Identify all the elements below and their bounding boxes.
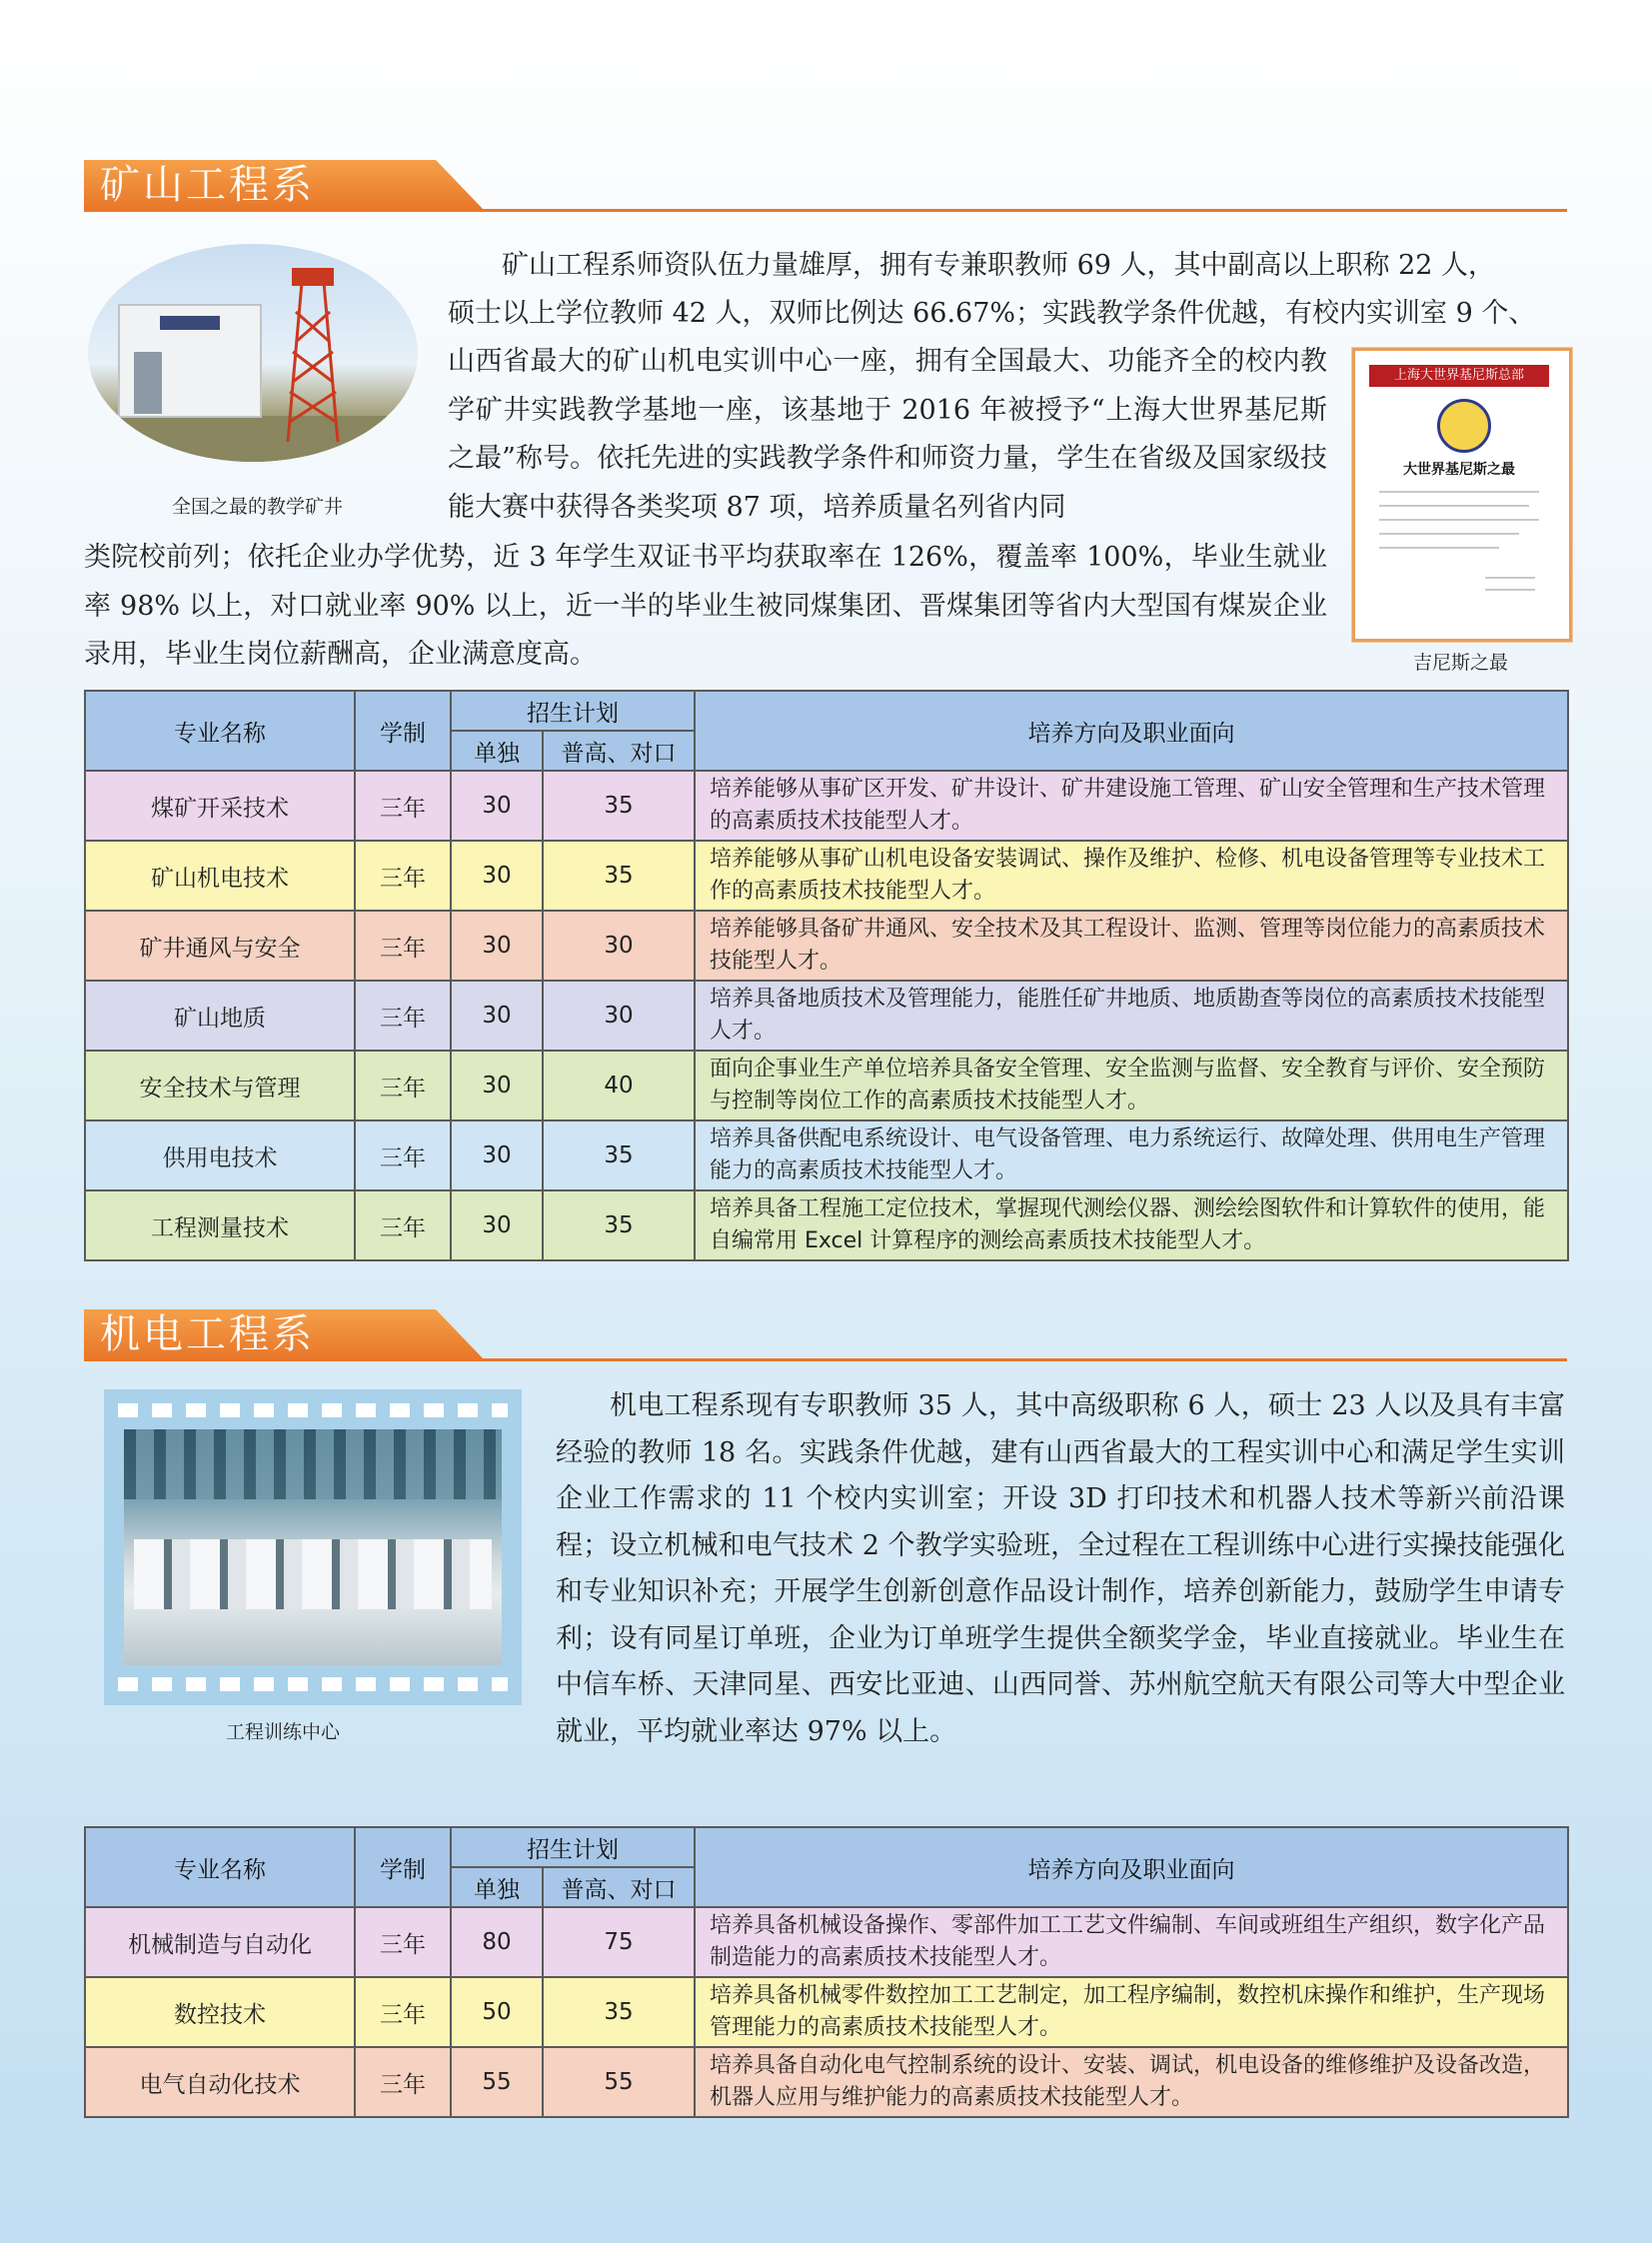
plan-single: 30	[451, 911, 543, 981]
header-plan: 招生计划	[451, 691, 695, 731]
table-row	[85, 1051, 1568, 1121]
plan-general: 30	[543, 981, 695, 1051]
header-single: 单独	[451, 1867, 543, 1907]
certificate-title: 大世界基尼斯之最	[1403, 462, 1515, 478]
plan-general: 75	[543, 1907, 695, 1977]
plan-general: 55	[543, 2047, 695, 2117]
plan-single: 55	[451, 2047, 543, 2117]
mechatronics-program-table	[84, 1826, 1569, 2118]
direction: 培养具备供配电系统设计、电气设备管理、电力系统运行、故障处理、供用电生产管理能力的高素质技术技能型人才。	[695, 1121, 1568, 1190]
major-name: 矿山机电技术	[85, 841, 355, 911]
photo-caption: 全国之最的教学矿井	[172, 496, 344, 518]
direction: 培养能够具备矿井通风、安全技术及其工程设计、监测、管理等岗位能力的高素质技术技能型人才。	[695, 911, 1568, 981]
duration: 三年	[355, 1977, 451, 2047]
certificate-header: 上海大世界基尼斯总部	[1369, 365, 1549, 387]
duration: 三年	[355, 981, 451, 1051]
header-duration: 学制	[355, 1827, 451, 1907]
direction: 培养能够从事矿区开发、矿井设计、矿井建设施工管理、矿山安全管理和生产技术管理的高素质技术技能型人才。	[695, 771, 1568, 841]
header-plan: 招生计划	[451, 1827, 695, 1867]
direction: 培养具备工程施工定位技术，掌握现代测绘仪器、测绘绘图软件和计算软件的使用，能自编常用 Excel 计算程序的测绘高素质技术技能型人才。	[695, 1190, 1568, 1260]
plan-single: 50	[451, 1977, 543, 2047]
plan-general: 35	[543, 841, 695, 911]
plan-general: 30	[543, 911, 695, 981]
direction: 面向企事业生产单位培养具备安全管理、安全监测与监督、安全教育与评价、安全预防与控制等岗位工作的高素质技术技能型人才。	[695, 1051, 1568, 1121]
mining-program-table	[84, 690, 1569, 1261]
major-name: 安全技术与管理	[85, 1051, 355, 1121]
header-single: 单独	[451, 731, 543, 771]
table-row	[85, 981, 1568, 1051]
duration: 三年	[355, 1051, 451, 1121]
duration: 三年	[355, 841, 451, 911]
section-rule	[84, 1358, 1567, 1361]
plan-single: 30	[451, 981, 543, 1051]
major-name: 煤矿开采技术	[85, 771, 355, 841]
plan-general: 35	[543, 1977, 695, 2047]
plan-single: 30	[451, 771, 543, 841]
table-row	[85, 841, 1568, 911]
training-center-photo	[104, 1389, 522, 1705]
section-paragraph-part1: 矿山工程系师资队伍力量雄厚，拥有专兼职教师 69 人，其中副高以上职称 22 人，	[502, 250, 1496, 281]
duration: 三年	[355, 1907, 451, 1977]
table-row	[85, 1977, 1568, 2047]
header-major: 专业名称	[85, 691, 355, 771]
direction: 培养具备机械零件数控加工工艺制定，加工程序编制，数控机床操作和维护，生产现场管理能力的高素质技术技能型人才。	[695, 1977, 1568, 2047]
direction: 培养具备地质技术及管理能力，能胜任矿井地质、地质勘查等岗位的高素质技术技能型人才。	[695, 981, 1568, 1051]
direction: 培养具备自动化电气控制系统的设计、安装、调试，机电设备的维修维护及设备改造，机器人应用与维护能力的高素质技术技能型人才。	[695, 2047, 1568, 2117]
plan-single: 30	[451, 1190, 543, 1260]
plan-single: 80	[451, 1907, 543, 1977]
header-general: 普高、对口	[543, 1867, 695, 1907]
duration: 三年	[355, 911, 451, 981]
plan-single: 30	[451, 1051, 543, 1121]
duration: 三年	[355, 771, 451, 841]
certificate-caption: 吉尼斯之最	[1413, 652, 1509, 674]
table-row	[85, 1121, 1568, 1190]
header-general: 普高、对口	[543, 731, 695, 771]
section-title: 矿山工程系	[100, 162, 315, 208]
major-name: 机械制造与自动化	[85, 1907, 355, 1977]
header-direction: 培养方向及职业面向	[695, 691, 1568, 771]
teaching-mine-photo	[88, 244, 418, 462]
section-paragraph-part2: 硕士以上学位教师 42 人，双师比例达 66.67%；实践教学条件优越，有校内实训室 9 个、	[448, 298, 1536, 329]
major-name: 电气自动化技术	[85, 2047, 355, 2117]
major-name: 数控技术	[85, 1977, 355, 2047]
table-row	[85, 2047, 1568, 2117]
major-name: 工程测量技术	[85, 1190, 355, 1260]
header-duration: 学制	[355, 691, 451, 771]
table-row	[85, 771, 1568, 841]
duration: 三年	[355, 1121, 451, 1190]
major-name: 矿井通风与安全	[85, 911, 355, 981]
direction: 培养能够从事矿山机电设备安装调试、操作及维护、检修、机电设备管理等专业技术工作的高素质技术技能型人才。	[695, 841, 1568, 911]
section-rule	[84, 209, 1567, 212]
guinness-certificate	[1352, 348, 1572, 642]
plan-general: 35	[543, 1121, 695, 1190]
duration: 三年	[355, 2047, 451, 2117]
table-row	[85, 1907, 1568, 1977]
plan-single: 30	[451, 1121, 543, 1190]
photo-caption: 工程训练中心	[226, 1721, 341, 1743]
direction: 培养具备机械设备操作、零部件加工工艺文件编制、车间或班组生产组织，数字化产品制造能力的高素质技术技能型人才。	[695, 1907, 1568, 1977]
header-direction: 培养方向及职业面向	[695, 1827, 1568, 1907]
section-paragraph-part4: 类院校前列；依托企业办学优势，近 3 年学生双证书平均获取率在 126%，覆盖率 100%，毕业生就业率 98% 以上，对口就业率 90% 以上，近一半的毕业生被同煤集团、晋煤集团等省内大型国有煤炭企业录用，毕业生岗位薪酬高，企业满意度高。	[84, 542, 1327, 671]
section-paragraph-part3: 山西省最大的矿山机电实训中心一座，拥有全国最大、功能齐全的校内教学矿井实践教学基地一座，该基地于 2016 年被授予“上海大世界基尼斯之最”称号。依托先进的实践教学条件和师资力量，学生在省级及国家级技能大赛中获得各类奖项 87 项，培养质量名列省内同	[448, 346, 1327, 523]
header-major: 专业名称	[85, 1827, 355, 1907]
guinness-logo-icon	[1437, 399, 1491, 453]
plan-single: 30	[451, 841, 543, 911]
plan-general: 35	[543, 1190, 695, 1260]
duration: 三年	[355, 1190, 451, 1260]
table-row	[85, 1190, 1568, 1260]
table-row	[85, 911, 1568, 981]
major-name: 矿山地质	[85, 981, 355, 1051]
section-title: 机电工程系	[100, 1311, 315, 1357]
major-name: 供用电技术	[85, 1121, 355, 1190]
plan-general: 35	[543, 771, 695, 841]
section-paragraph: 机电工程系现有专职教师 35 人，其中高级职称 6 人，硕士 23 人以及具有丰富经验的教师 18 名。实践条件优越，建有山西省最大的工程实训中心和满足学生实训企业工作需求的 11 个校内实训室；开设 3D 打印技术和机器人技术等新兴前沿课程；设立机械和电气技术 2 个教学实验班，全过程在工程训练中心进行实操技能强化和专业知识补充；开展学生创新创意作品设计制作，培养创新能力，鼓励学生申请专利；设有同星订单班，企业为订单班学生提供全额奖学金，毕业直接就业。毕业生在中信车桥、天津同星、西安比亚迪、山西同誉、苏州航空航天有限公司等大中型企业就业，平均就业率达 97% 以上。	[556, 1390, 1565, 1747]
plan-general: 40	[543, 1051, 695, 1121]
